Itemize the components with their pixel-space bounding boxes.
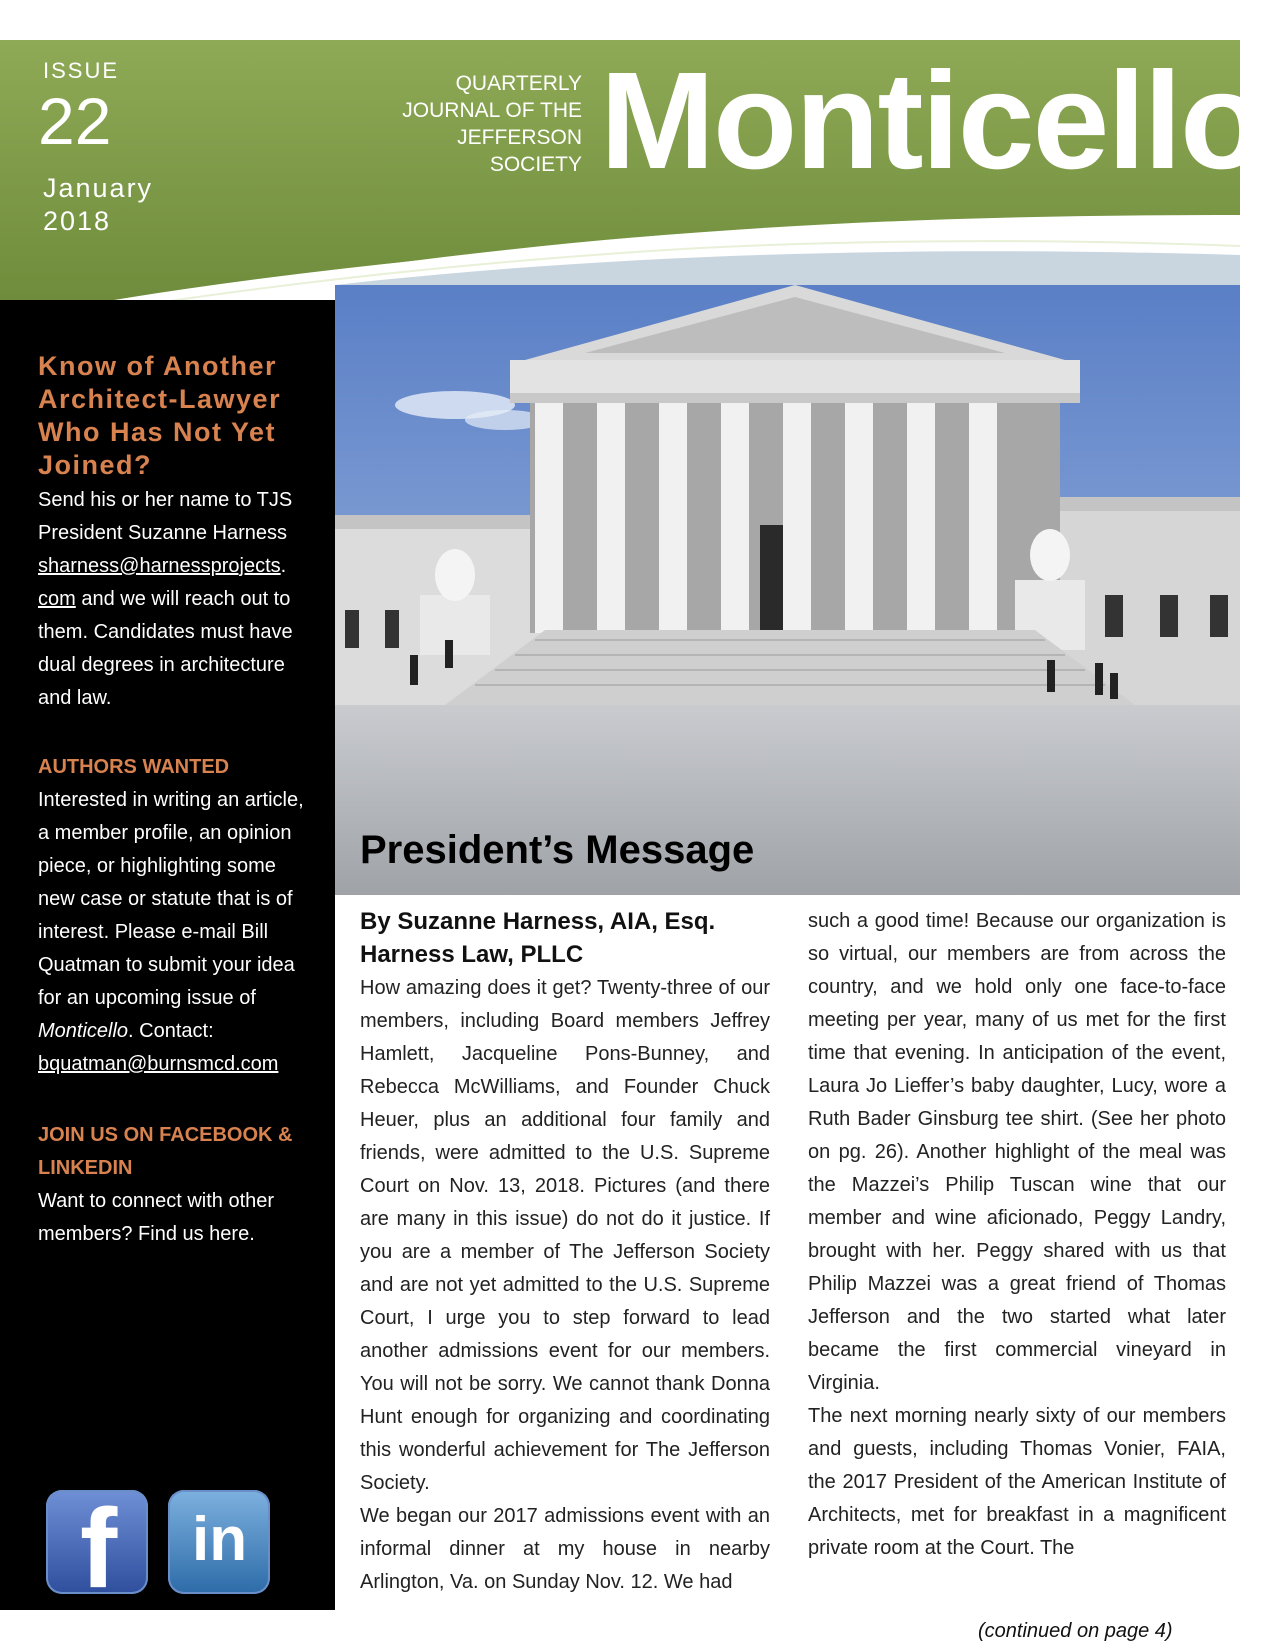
sidebar-heading: Know of Another Architect-Lawyer Who Has Not Yet Joined?: [38, 351, 282, 480]
authors-contact-label: . Contact:: [128, 1020, 214, 1042]
continued-note: (continued on page 4): [978, 1620, 1173, 1642]
masthead-title: Monticello: [600, 44, 1263, 198]
social-heading: JOIN US ON FACEBOOK & LINKEDIN: [38, 1124, 293, 1179]
journal-tagline: [360, 70, 582, 178]
facebook-icon[interactable]: [46, 1486, 148, 1611]
recruit-text: Send his or her name to TJS President Suzanne Harness: [38, 489, 293, 544]
authors-journal-name: Monticello: [38, 1020, 129, 1042]
linkedin-glyph: in: [192, 1505, 248, 1574]
tagline-line: SOCIETY: [489, 153, 582, 176]
recruit-email-link[interactable]: sharness@harnessprojects: [38, 555, 281, 577]
article-paragraph: We began our 2017 admissions event with an informal dinner at my house in nearby Arlington, Va. on Sunday Nov. 12. We had: [360, 1505, 770, 1593]
recruit-email-link-end[interactable]: com: [38, 588, 76, 610]
facebook-glyph: f: [80, 1486, 118, 1611]
article-byline: [360, 905, 715, 971]
authors-email-link[interactable]: bquatman@burnsmcd.com: [38, 1053, 279, 1075]
tagline-line: QUARTERLY: [455, 72, 582, 95]
supreme-court-photo: [335, 285, 1240, 895]
authors-text: Interested in writing an article, a member profile, an opinion piece, or highlighting some new case or statute that is of interest. Please e-mail Bill Quatman to submit your idea for an upcoming issue of: [38, 789, 304, 1009]
byline-author: By Suzanne Harness, AIA, Esq.: [360, 908, 716, 935]
issue-year: 2018: [43, 206, 112, 236]
article-title: President’s Message: [360, 828, 755, 872]
recruit-text-2: and we will reach out to them. Candidates must have dual degrees in architecture and law.: [38, 588, 293, 709]
article-column-2: [808, 905, 1226, 1565]
tagline-line: JOURNAL OF THE: [402, 99, 582, 122]
linkedin-icon[interactable]: [168, 1490, 270, 1594]
issue-label: ISSUE: [43, 58, 120, 83]
recruit-block: Send his or her name to TJS President Suzanne Harness sharness@harnessprojects. com and we will reach out to them. Candidates must have dual degrees in architecture and law.: [38, 489, 293, 709]
article-paragraph: The next morning nearly sixty of our members and guests, including Thomas Vonier, FAIA, the 2017 President of the American Institute of Architects, met for breakfast in a magnificent private room at the Court. The: [808, 1405, 1226, 1559]
issue-month: January: [43, 173, 154, 203]
authors-block: [38, 751, 318, 1081]
tagline-line: JEFFERSON: [457, 126, 582, 149]
byline-firm: Harness Law, PLLC: [360, 941, 584, 968]
article-column-1: [360, 972, 770, 1599]
social-text: Want to connect with other members? Find us here.: [38, 1190, 275, 1245]
authors-heading: AUTHORS WANTED: [38, 756, 230, 778]
social-block: [38, 1119, 318, 1251]
article-paragraph: such a good time! Because our organization is so virtual, our members are from across the country, and we hold only one face-to-face meeting per year, many of us met for the first time that evening. In anticipation of the event, Laura Jo Lieffer’s baby daughter, Lucy, wore a Ruth Bader Ginsburg tee shirt. (See her photo on pg. 26). Another highlight of the meal was the Mazzei’s Philip Tuscan wine that our member and wine aficionado, Peggy Landry, brought with her. Peggy shared with us that Philip Mazzei was a great friend of Thomas Jefferson and the two started what later became the first commercial vineyard in Virginia.: [808, 910, 1226, 1394]
issue-number: 22: [38, 84, 112, 158]
article-paragraph: How amazing does it get? Twenty-three of our members, including Board members Jeffrey Hamlett, Jacqueline Pons-Bunney, and Rebecca McWilliams, and Founder Chuck Heuer, plus an additional four family and friends, were admitted to the U.S. Supreme Court on Nov. 13, 2018. Pictures (and there are many in this issue) do not do it justice. If you are a member of The Jefferson Society and are not yet admitted to the U.S. Supreme Court, I urge you to step forward to lead another admissions event for our members. You will not be sorry. We cannot thank Donna Hunt enough for organizing and coordinating this wonderful achievement for The Jefferson Society.: [360, 977, 770, 1494]
